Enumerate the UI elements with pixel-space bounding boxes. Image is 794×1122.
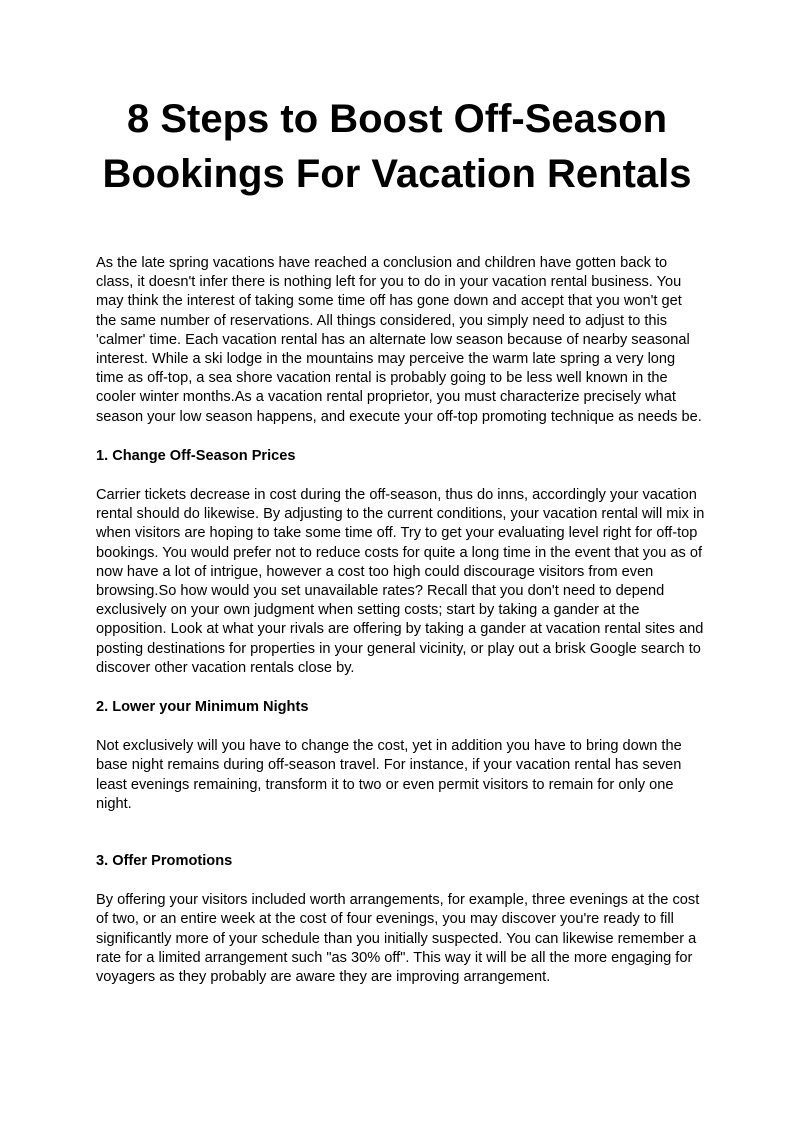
intro-paragraph: As the late spring vacations have reached a conclusion and children have gotten back to class, it doesn't infer there is nothing left for you to do in your vacation rental business. You may think the interest of taking some time off has gone down and accept that you won't get the same number of reservations. All things considered, you simply need to adjust to this 'calmer' time. Each vacation rental has an alternate low season because of nearby seasonal interest. While a ski lodge in the mountains may perceive the warm late spring a very long time as off-top, a sea shore vacation rental is probably going to be less well known in the cooler winter months.As a vacation rental proprietor, you must characterize precisely what season your low season happens, and execute your off-top promoting technique as needs be. — [96, 255, 702, 425]
section-body-minimum-nights: Not exclusively will you have to change the cost, yet in addition you have to bring down the base night remains during off-season travel. For instance, if your vacation rental has seven least evenings remaining, transform it to two or even permit visitors to remain for only one night. — [96, 738, 682, 812]
section-heading-change-prices: 1. Change Off-Season Prices — [96, 447, 296, 464]
section-heading-minimum-nights: 2. Lower your Minimum Nights — [96, 699, 309, 716]
section-heading-promotions: 3. Offer Promotions — [96, 853, 233, 870]
document-body — [96, 254, 706, 987]
section-body-change-prices: Carrier tickets decrease in cost during the off-season, thus do inns, accordingly your vacation rental should do likewise. By adjusting to the current conditions, your vacation rental will mix in when visitors are hoping to take some time off. Try to get your evaluating level right for off-top bookings. You would prefer not to reduce costs for quite a long time in the event that you as of now have a lot of intrigue, however a cost too high could discourage visitors from even browsing.So how would you set unavailable rates? Recall that you don't need to depend exclusively on your own judgment when setting costs; start by taking a gander at the opposition. Look at what your rivals are offering by taking a gander at vacation rental sites and posting destinations for properties in your general vicinity, or play out a brisk Google search to discover other vacation rentals close by. — [96, 487, 705, 676]
section-body-promotions: By offering your visitors included worth arrangements, for example, three evenings at the cost of two, or an entire week at the cost of four evenings, you may discover you're ready to fill significantly more of your schedule than you initially suspected. You can likewise remember a rate for a limited arrangement such "as 30% off". This way it will be all the more engaging for voyagers as they probably are aware they are improving arrangement. — [96, 892, 700, 986]
document-title: 8 Steps to Boost Off-Season Bookings For Vacation Rentals — [102, 97, 692, 196]
